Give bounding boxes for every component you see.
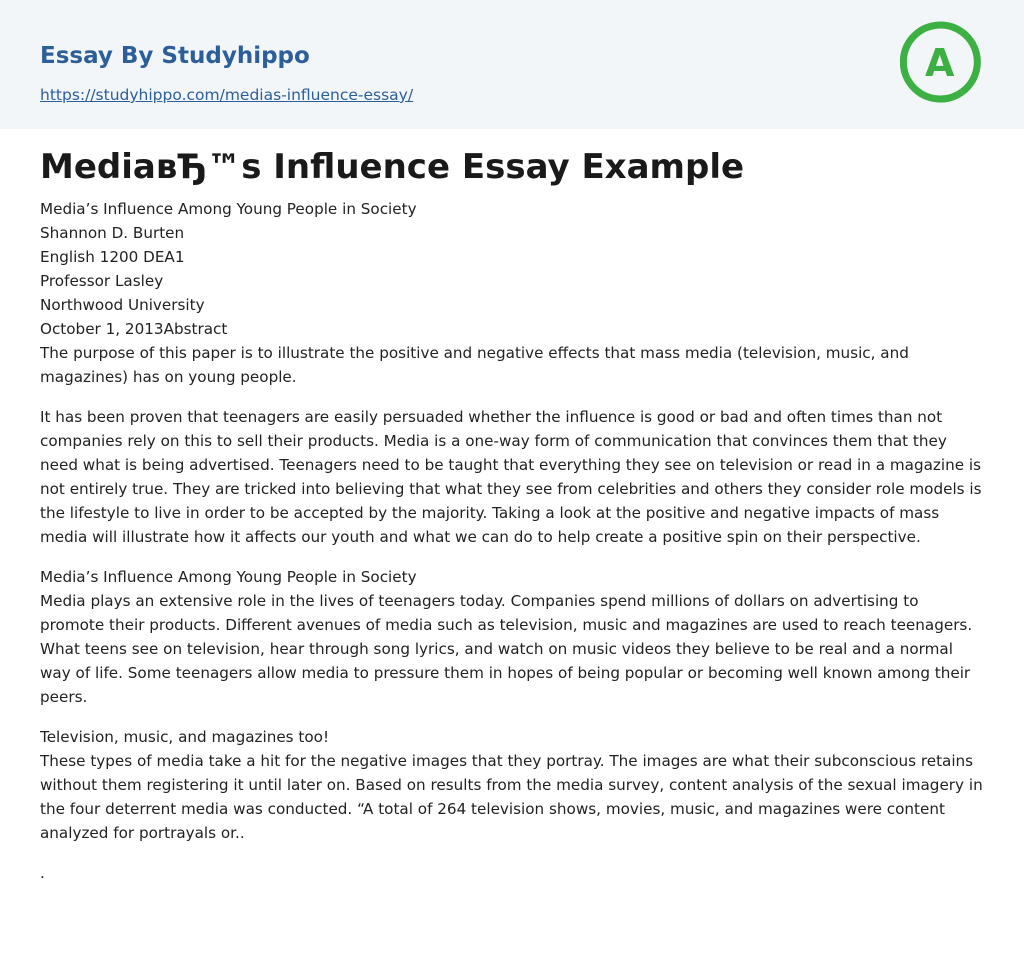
section-block xyxy=(40,725,984,845)
meta-line: Northwood University xyxy=(40,296,205,314)
truncation-dot: . xyxy=(40,864,45,882)
meta-line: October 1, 2013Abstract xyxy=(40,320,228,338)
body-paragraph: It has been proven that teenagers are easily persuaded whether the influence is good or bad and often times than not companies rely on this to sell their products. Media is a one-way form of communication that convinces them that they need what is being advertised. Teenagers need to be taught that everything they see on television or read in a magazine is not entirely true. They are tricked into believing that what they see from celebrities and others they consider role models is the lifestyle to live in order to be accepted by the majority. Taking a look at the positive and negative impacts of mass media will illustrate how it affects our youth and what we can do to help create a positive spin on their perspective. xyxy=(40,408,982,546)
studyhippo-logo-icon[interactable] xyxy=(900,20,984,104)
section-body: These types of media take a hit for the negative images that they portray. The images are what their subconscious retains without them registering it until later on. Based on results from the media survey, content analysis of the sexual imagery in the four deterrent media was conducted. “A total of 264 television shows, movies, music, and magazines were content analyzed for portrayals or.. xyxy=(40,752,983,842)
meta-line: Professor Lasley xyxy=(40,272,164,290)
section-block xyxy=(40,565,984,709)
section-heading: Media’s Influence Among Young People in Society xyxy=(40,568,417,586)
site-title[interactable]: Essay By Studyhippo xyxy=(40,43,310,69)
logo-letter: A xyxy=(925,41,955,85)
article xyxy=(0,147,1024,885)
site-url-link[interactable]: https://studyhippo.com/medias-influence-essay/ xyxy=(40,86,414,104)
section-body: Media plays an extensive role in the lives of teenagers today. Companies spend millions of dollars on advertising to promote their products. Different avenues of media such as television, music and magazines are used to reach teenagers. What teens see on television, hear through song lyrics, and watch on music videos they believe to be real and a normal way of life. Some teenagers allow media to pressure them in hopes of being popular or becoming well known among their peers. xyxy=(40,592,973,706)
section-heading: Television, music, and magazines too! xyxy=(40,728,330,746)
abstract-paragraph: The purpose of this paper is to illustrate the positive and negative effects that mass media (television, music, and magazines) has on young people. xyxy=(40,344,909,386)
site-header xyxy=(0,0,1024,129)
meta-line: English 1200 DEA1 xyxy=(40,248,185,266)
meta-line: Media’s Influence Among Young People in Society xyxy=(40,200,417,218)
page-title: MediaвЂ™s Influence Essay Example xyxy=(40,147,745,187)
essay-meta xyxy=(40,197,984,341)
meta-line: Shannon D. Burten xyxy=(40,224,185,242)
